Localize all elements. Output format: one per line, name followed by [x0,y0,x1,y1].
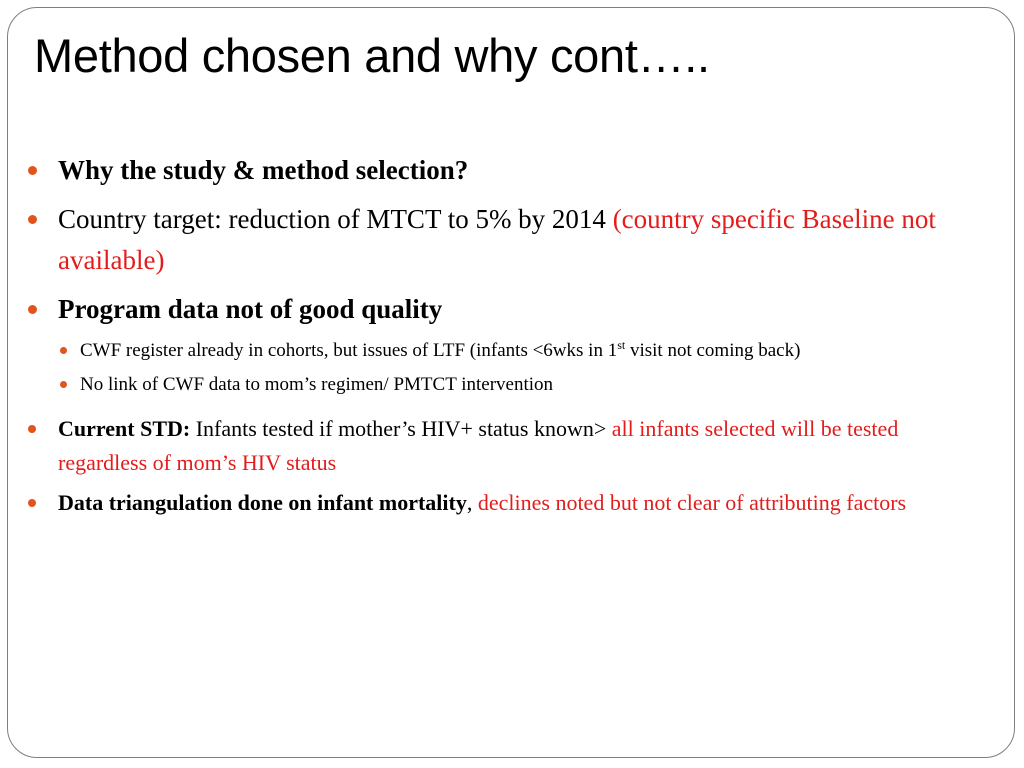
sub-bullet-text: visit not coming back) [625,340,801,361]
bullet-bold-text: Program data not of good quality [58,294,443,324]
bullet-red-text: declines noted but not clear of attributing factors [477,490,907,515]
bullet-text: , [466,490,478,515]
bullet-item-current-std [28,412,988,480]
bullet-red-text: (country specific Baseline not available) [58,204,936,275]
bullet-bold-text: Current STD: [58,416,191,441]
bullet-dot-icon [60,347,67,354]
bullet-item-study-selection [28,150,988,191]
bullet-dot-icon [28,425,36,433]
bullet-dot-icon [28,166,37,175]
sub-bullet-list [28,334,988,402]
bullet-item-country-target [28,199,988,281]
bullet-text: Infants tested if mother’s HIV+ status known> [190,416,612,441]
sub-bullet-text: CWF register already in cohorts, but issues of LTF (infants <6wks in 1 [80,340,618,361]
sub-bullet-cwf-link [60,368,988,402]
bullet-text: Country target: reduction of MTCT to 5% by 2014 [58,204,613,234]
bullet-dot-icon [28,215,37,224]
bullet-bold-text: Data triangulation done on infant mortality [58,490,467,515]
bullet-dot-icon [60,381,67,388]
sub-bullet-cwf-register [60,334,988,368]
bullet-bold-text: Why the study & method selection? [58,155,469,185]
bullet-dot-icon [28,305,37,314]
bullet-item-program-data [28,289,988,330]
bullet-list [28,150,988,526]
sub-bullet-group [28,334,988,402]
sub-bullet-text: No link of CWF data to mom’s regimen/ PMTCT intervention [80,374,554,395]
bullet-red-text: all infants selected will be tested regardless of mom’s HIV status [58,416,899,475]
bullet-item-data-triangulation [28,486,988,520]
sub-bullet-superscript: st [617,338,626,352]
bullet-dot-icon [28,499,36,507]
slide-title: Method chosen and why cont….. [34,29,710,82]
